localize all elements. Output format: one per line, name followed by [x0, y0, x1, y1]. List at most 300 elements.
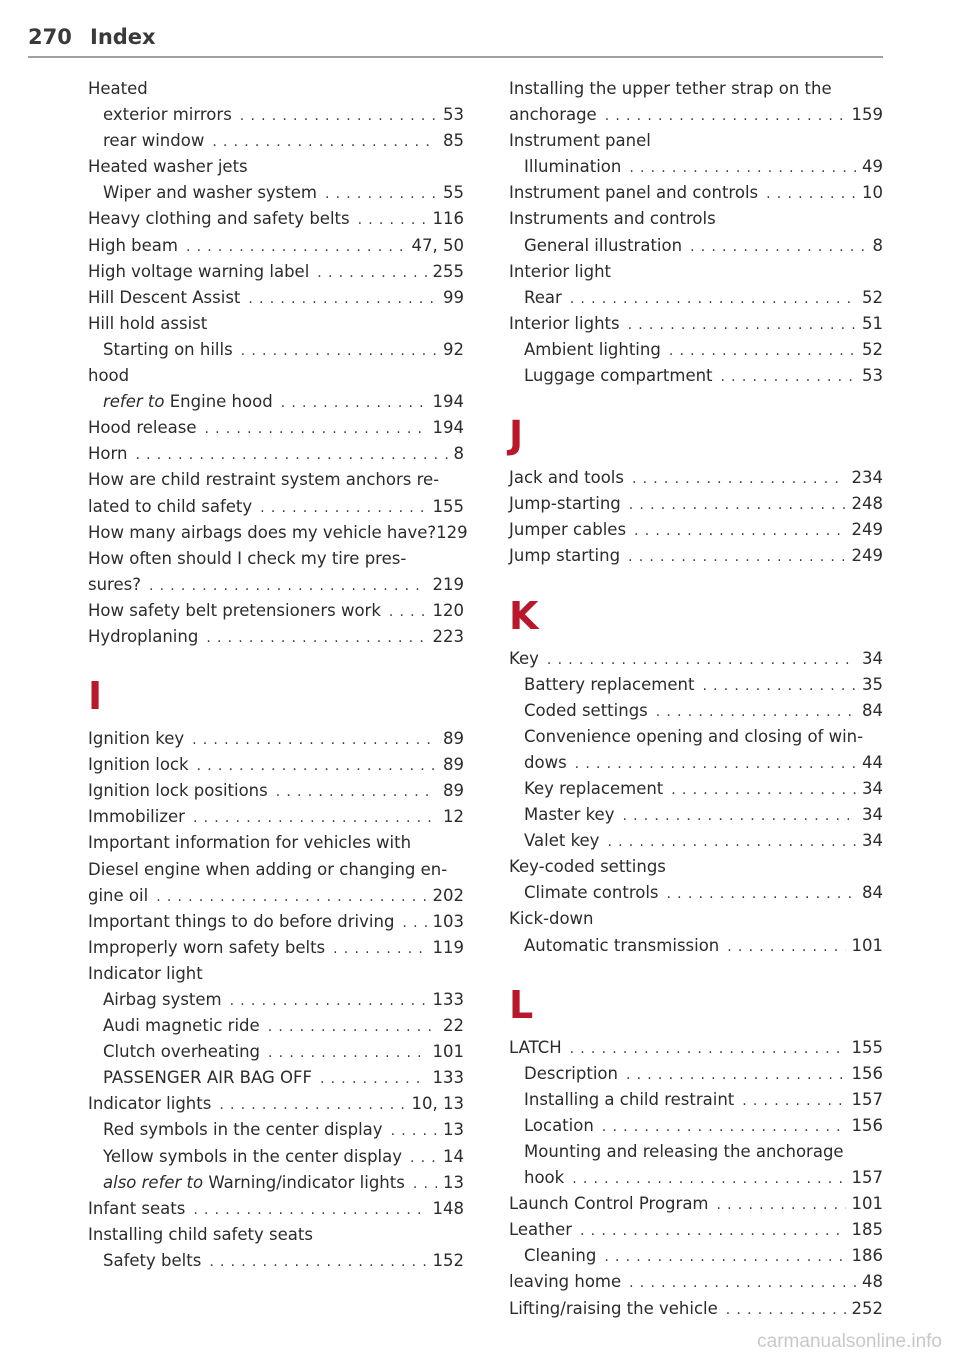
index-entry — [509, 646, 883, 672]
entry-label: dows — [524, 752, 567, 772]
index-entry — [509, 1269, 883, 1295]
entry-label: Immobilizer — [88, 807, 185, 827]
page-reference: 252 — [851, 1298, 883, 1318]
entry-label: Heated — [88, 79, 148, 98]
index-entry — [509, 465, 883, 491]
page-reference: 34 — [862, 831, 883, 851]
index-subentry — [509, 698, 883, 724]
index-entry — [509, 491, 883, 517]
entry-label: Lifting/raising the vehicle — [509, 1298, 718, 1318]
page-reference: 48 — [862, 1272, 883, 1292]
page-header — [28, 22, 883, 58]
entry-label: PASSENGER AIR BAG OFF — [103, 1068, 312, 1088]
entry-label: Yellow symbols in the center display — [103, 1146, 402, 1166]
entry-label: exterior mirrors — [103, 105, 232, 125]
dot-leader — [607, 829, 856, 855]
index-entry — [88, 909, 464, 935]
entry-label: Ambient lighting — [524, 339, 661, 359]
index-entry — [509, 543, 883, 569]
dot-leader — [276, 779, 437, 805]
page-reference: 156 — [851, 1063, 883, 1083]
index-entry — [88, 520, 468, 546]
page-reference: 248 — [851, 494, 883, 514]
entry-label: leaving home — [509, 1272, 622, 1292]
dot-leader — [721, 364, 856, 390]
dot-leader — [260, 495, 426, 521]
entry-label: hook — [524, 1168, 565, 1188]
entry-label: Luggage compartment — [524, 366, 713, 386]
entry-label: Instruments and controls — [509, 209, 716, 229]
dot-leader — [671, 777, 856, 803]
entry-label: Battery replacement — [524, 674, 695, 694]
page-reference: 22 — [443, 1016, 464, 1036]
index-subentry — [509, 1243, 883, 1269]
index-subentry — [509, 724, 883, 750]
entry-label: Installing a child restraint — [524, 1089, 735, 1109]
page-reference: 85 — [443, 131, 464, 151]
page-reference: 152 — [432, 1250, 464, 1270]
page-reference: 249 — [851, 520, 883, 540]
entry-label: Location — [524, 1115, 594, 1135]
dot-leader — [156, 884, 426, 910]
page-reference: 55 — [443, 183, 464, 203]
page-reference: 101 — [851, 935, 883, 955]
entry-label: Interior light — [509, 261, 612, 281]
dot-leader — [413, 1171, 437, 1197]
index-entry — [88, 1091, 464, 1117]
page-reference: 52 — [862, 339, 883, 359]
entry-label: High beam — [88, 235, 178, 255]
page-reference: 133 — [432, 990, 464, 1009]
index-entry — [509, 102, 883, 128]
entry-label: Audi magnetic ride — [103, 1016, 260, 1036]
dot-leader — [626, 1062, 846, 1088]
index-entry — [88, 1222, 464, 1248]
page-reference: 234 — [851, 468, 883, 488]
dot-leader — [634, 518, 845, 544]
index-entry — [509, 906, 883, 932]
dot-leader — [702, 673, 856, 699]
entry-label: Starting on hills — [103, 339, 233, 359]
index-entry — [88, 546, 464, 572]
index-subentry — [509, 1113, 883, 1139]
page-reference: 116 — [432, 209, 464, 229]
index-entry — [88, 415, 464, 441]
entry-label: Installing child safety seats — [88, 1224, 313, 1244]
entry-label: Coded settings — [524, 700, 648, 720]
index-entry — [88, 441, 464, 467]
entry-label: Valet key — [524, 831, 600, 851]
dot-leader — [317, 260, 426, 286]
index-entry — [509, 854, 883, 880]
index-entry — [88, 76, 464, 102]
dot-leader — [669, 338, 856, 364]
index-entry — [88, 572, 464, 598]
page-reference: 159 — [851, 105, 883, 125]
index-entry — [88, 285, 464, 311]
entry-label: Important information for vehicles with — [88, 833, 412, 853]
dot-leader — [629, 1270, 856, 1296]
entry-label: Diesel engine when adding or changing en- — [88, 859, 448, 879]
page-reference: 101 — [432, 1042, 464, 1062]
cross-reference-prefix: also refer to — [103, 1172, 204, 1192]
dot-leader — [209, 1249, 426, 1275]
index-entry — [88, 467, 464, 493]
dot-leader — [391, 1118, 437, 1144]
page-reference: 34 — [862, 805, 883, 825]
watermark: carmanualsonline.info — [757, 1331, 942, 1352]
page-reference: 103 — [432, 911, 464, 931]
page-reference: 10, 13 — [411, 1094, 464, 1114]
index-subentry — [88, 1170, 464, 1196]
dot-leader — [197, 753, 437, 779]
page-reference: 34 — [862, 648, 883, 668]
dot-leader — [333, 936, 426, 962]
entry-label: Climate controls — [524, 883, 659, 903]
entry-label: Jump-starting — [509, 494, 621, 514]
page-reference: 157 — [851, 1168, 883, 1188]
entry-label: Key-coded settings — [509, 857, 666, 877]
index-subentry — [509, 776, 883, 802]
entry-label: gine oil — [88, 885, 149, 905]
index-entry — [509, 1296, 883, 1322]
entry-label: Jumper cables — [509, 520, 627, 540]
index-subentry — [509, 933, 883, 959]
page-reference: 52 — [862, 287, 883, 307]
page-reference: 101 — [851, 1194, 883, 1214]
index-entry — [509, 76, 883, 102]
page-reference: 156 — [851, 1115, 883, 1135]
index-entry — [88, 494, 464, 520]
entry-label: Description — [524, 1063, 618, 1083]
page-reference: 34 — [862, 778, 883, 798]
page-reference: 47, 50 — [411, 235, 464, 255]
dot-leader — [193, 805, 437, 831]
entry-label: Master key — [524, 805, 615, 825]
dot-leader — [268, 1040, 426, 1066]
index-entry — [509, 1035, 883, 1061]
entry-label: Improperly worn safety belts — [88, 937, 326, 957]
dot-leader — [570, 286, 856, 312]
page-reference: 53 — [443, 105, 464, 125]
entry-label: Hydroplaning — [88, 626, 199, 646]
index-entry — [88, 598, 464, 624]
index-entry — [509, 517, 883, 543]
entry-label: Airbag system — [103, 990, 222, 1009]
index-column-right — [509, 76, 883, 1322]
index-subentry — [88, 1039, 464, 1065]
dot-leader — [389, 599, 427, 625]
entry-label: How often should I check my tire pres- — [88, 548, 407, 568]
dot-leader — [135, 442, 447, 468]
entry-label — [103, 389, 273, 415]
dot-leader — [628, 544, 845, 570]
dot-leader — [240, 103, 437, 129]
index-subentry — [509, 802, 883, 828]
entry-label: General illustration — [524, 235, 683, 255]
index-entry — [88, 804, 464, 830]
page-reference: 53 — [862, 366, 883, 386]
entry-label: rear window — [103, 131, 205, 151]
entry-label: Ignition lock — [88, 755, 189, 775]
dot-leader — [149, 573, 427, 599]
dot-leader — [604, 1244, 845, 1270]
entry-label: Leather — [509, 1220, 573, 1240]
dot-leader — [193, 1197, 426, 1223]
index-entry — [88, 883, 464, 909]
entry-label: Instrument panel — [509, 131, 651, 151]
page-reference: 186 — [851, 1246, 883, 1266]
index-subentry — [509, 1165, 883, 1191]
entry-label: Kick-down — [509, 909, 594, 929]
index-subentry — [509, 880, 883, 906]
page-reference: 8 — [872, 235, 883, 255]
entry-label: Jack and tools — [509, 468, 624, 488]
page-reference: 13 — [443, 1172, 464, 1192]
index-subentry — [509, 285, 883, 311]
index-entry — [509, 1191, 883, 1217]
dot-leader — [320, 1066, 427, 1092]
index-letter-heading: J — [509, 413, 524, 458]
index-subentry — [88, 1065, 464, 1091]
index-entry — [88, 154, 464, 180]
entry-label: Launch Control Program — [509, 1194, 709, 1214]
page-reference: 120 — [432, 600, 464, 620]
dot-leader — [230, 988, 427, 1014]
entry-label: Hood release — [88, 418, 197, 438]
index-entry — [88, 311, 464, 337]
cross-reference-target: Warning/indicator lights — [208, 1172, 405, 1192]
entry-label: Hill Descent Assist — [88, 287, 241, 307]
page-reference: 89 — [443, 781, 464, 801]
entry-label: High voltage warning label — [88, 261, 310, 281]
index-entry — [88, 206, 464, 232]
index-subentry — [88, 180, 464, 206]
entry-label: Jump starting — [509, 546, 621, 566]
dot-leader — [192, 727, 437, 753]
entry-label: Horn — [88, 444, 128, 464]
page-number: 270 — [28, 25, 72, 49]
index-entry — [88, 935, 464, 961]
index-subentry — [509, 1061, 883, 1087]
page-reference: 51 — [862, 313, 883, 333]
dot-leader — [580, 1218, 845, 1244]
cross-reference-prefix: refer to — [103, 392, 165, 412]
page-reference: 194 — [432, 392, 464, 412]
page-reference: 35 — [862, 674, 883, 694]
entry-label: Interior lights — [509, 313, 620, 333]
page-reference: 219 — [432, 574, 464, 594]
index-subentry — [88, 128, 464, 154]
index-subentry — [509, 233, 883, 259]
index-entry — [88, 233, 464, 259]
index-subentry — [509, 363, 883, 389]
page-title: Index — [90, 25, 156, 49]
entry-label: anchorage — [509, 105, 597, 125]
index-subentry — [88, 389, 464, 415]
dot-leader — [602, 1114, 846, 1140]
page-reference: 44 — [862, 752, 883, 772]
index-entry — [88, 961, 464, 987]
entry-label: How many airbags does my vehicle have? — [88, 522, 437, 542]
page-reference: 89 — [443, 755, 464, 775]
entry-label: Hill hold assist — [88, 313, 208, 333]
entry-label: How safety belt pretensioners work — [88, 600, 381, 620]
dot-leader — [575, 751, 856, 777]
index-entry — [509, 1217, 883, 1243]
entry-label: Indicator lights — [88, 1094, 212, 1114]
index-entry — [509, 311, 883, 337]
dot-leader — [572, 1166, 845, 1192]
index-subentry — [88, 337, 464, 363]
dot-leader — [206, 625, 426, 651]
index-entry — [509, 180, 883, 206]
page-reference: 89 — [443, 729, 464, 749]
index-subentry — [88, 1013, 464, 1039]
dot-leader — [717, 1192, 846, 1218]
dot-leader — [212, 129, 437, 155]
dot-leader — [402, 910, 426, 936]
index-subentry — [509, 672, 883, 698]
index-subentry — [88, 1248, 464, 1274]
index-letter-heading: L — [509, 982, 534, 1027]
page-reference: 84 — [862, 883, 883, 903]
index-entry — [88, 363, 464, 389]
index-entry — [88, 752, 464, 778]
entry-label: Red symbols in the center display — [103, 1120, 383, 1140]
dot-leader — [629, 492, 846, 518]
dot-leader — [667, 881, 856, 907]
index-subentry — [509, 337, 883, 363]
index-entry — [509, 128, 883, 154]
index-letter-heading: I — [88, 674, 103, 719]
dot-leader — [219, 1092, 405, 1118]
index-entry — [88, 1196, 464, 1222]
page-reference: 84 — [862, 700, 883, 720]
entry-label: Illumination — [524, 157, 622, 177]
entry-label: Heated washer jets — [88, 157, 248, 177]
index-column-left — [88, 76, 468, 1274]
entry-label: Indicator light — [88, 963, 203, 983]
entry-label: Rear — [524, 287, 562, 307]
page-reference: 8 — [453, 444, 464, 464]
dot-leader — [358, 207, 427, 233]
entry-label: Wiper and washer system — [103, 183, 317, 203]
entry-label: Key — [509, 648, 539, 668]
page-reference: 13 — [443, 1120, 464, 1140]
entry-label: LATCH — [509, 1037, 562, 1057]
entry-label: Instrument panel and controls — [509, 183, 759, 203]
dot-leader — [726, 1297, 846, 1323]
dot-leader — [186, 234, 406, 260]
entry-label: Convenience opening and closing of win- — [524, 726, 864, 746]
dot-leader — [410, 1145, 437, 1171]
entry-label: Installing the upper tether strap on the — [509, 79, 832, 98]
page-reference: 99 — [443, 287, 464, 307]
entry-label: Cleaning — [524, 1246, 597, 1266]
entry-label: How are child restraint system anchors re- — [88, 470, 440, 490]
entry-label: Key replacement — [524, 778, 664, 798]
page-reference: 185 — [851, 1220, 883, 1240]
dot-leader — [656, 699, 856, 725]
dot-leader — [628, 312, 856, 338]
page-reference: 119 — [432, 937, 464, 957]
index-subentry — [88, 1117, 464, 1143]
entry-label: lated to child safety — [88, 496, 253, 516]
index-entry — [509, 259, 883, 285]
dot-leader — [268, 1014, 437, 1040]
dot-leader — [281, 390, 427, 416]
dot-leader — [204, 416, 426, 442]
index-subentry — [509, 1139, 883, 1165]
page-reference: 129 — [436, 522, 468, 542]
entry-label: Clutch overheating — [103, 1042, 261, 1062]
dot-leader — [727, 934, 845, 960]
page-reference: 194 — [432, 418, 464, 438]
page-reference: 14 — [443, 1146, 464, 1166]
page-reference: 92 — [443, 339, 464, 359]
dot-leader — [629, 155, 856, 181]
index-entry — [88, 857, 464, 883]
index-letter-heading: K — [509, 593, 539, 638]
entry-label: Heavy clothing and safety belts — [88, 209, 350, 229]
dot-leader — [742, 1088, 845, 1114]
page-reference: 12 — [443, 807, 464, 827]
entry-label: Ignition key — [88, 729, 185, 749]
page-reference: 157 — [851, 1089, 883, 1109]
dot-leader — [622, 803, 856, 829]
entry-label: Safety belts — [103, 1250, 202, 1270]
entry-label: Important things to do before driving — [88, 911, 395, 931]
page-reference: 249 — [851, 546, 883, 566]
page-reference: 223 — [432, 626, 464, 646]
index-entry — [88, 778, 464, 804]
cross-reference-target: Engine hood — [169, 392, 273, 412]
page-reference: 202 — [432, 885, 464, 905]
index-subentry — [509, 828, 883, 854]
entry-label: Ignition lock positions — [88, 781, 268, 801]
entry-label: Automatic transmission — [524, 935, 720, 955]
page-reference: 155 — [432, 496, 464, 516]
index-entry — [509, 206, 883, 232]
page-reference: 148 — [432, 1198, 464, 1218]
entry-label — [103, 1170, 405, 1196]
index-subentry — [88, 987, 464, 1013]
dot-leader — [570, 1036, 846, 1062]
index-entry — [88, 624, 464, 650]
entry-label: Infant seats — [88, 1198, 186, 1218]
dot-leader — [690, 234, 866, 260]
page-reference: 155 — [851, 1037, 883, 1057]
index-subentry — [88, 1144, 464, 1170]
index-subentry — [509, 750, 883, 776]
dot-leader — [241, 338, 437, 364]
page-reference: 10 — [862, 183, 883, 203]
index-subentry — [509, 154, 883, 180]
dot-leader — [547, 647, 856, 673]
index-subentry — [509, 1087, 883, 1113]
entry-label: hood — [88, 366, 130, 386]
dot-leader — [605, 103, 846, 129]
index-subentry — [88, 102, 464, 128]
index-entry — [88, 259, 464, 285]
index-entry — [88, 830, 464, 856]
dot-leader — [632, 466, 846, 492]
entry-label: Mounting and releasing the anchorage — [524, 1142, 844, 1161]
entry-label: sures? — [88, 574, 141, 594]
dot-leader — [766, 181, 856, 207]
page-reference: 133 — [432, 1068, 464, 1088]
